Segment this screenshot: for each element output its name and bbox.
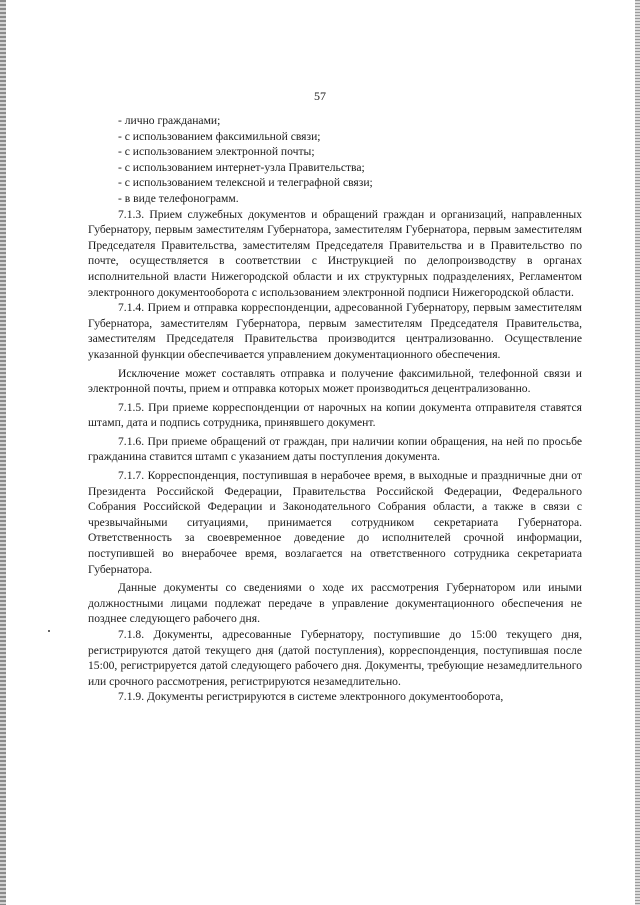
- page-number: 57: [314, 89, 326, 103]
- scan-right-edge: [635, 0, 640, 905]
- scan-left-edge: [0, 0, 6, 905]
- paragraph-7-1-5: 7.1.5. При приеме корреспонденции от нарочных на копии документа отправителя ставятся штамп, дата и подпись сотрудника, принявшего документ.: [88, 400, 582, 430]
- paragraph-7-1-3: 7.1.3. Прием служебных документов и обращений граждан и организаций, направленных Губернатору, первым заместителям Губернатора, заместителям Губернатора, первым заместителям Председателя Правительства, заместителям Председателя Правительства и в Правительство по почте, осуществляется в соответствии с Инструкцией по делопроизводству в органах исполнительной власти Нижегородской области и их структурных подразделениях, Регламентом электронного документооборота с использованием электронной подписи Нижегородской области.: [88, 207, 582, 299]
- paragraph-7-1-6: 7.1.6. При приеме обращений от граждан, при наличии копии обращения, на ней по просьбе гражданина ставится штамп с указанием даты поступления документа.: [88, 434, 582, 464]
- list-item: - с использованием интернет-узла Правительства;: [118, 160, 365, 174]
- list-item: - в виде телефонограмм.: [118, 191, 239, 205]
- paragraph-7-1-8: 7.1.8. Документы, адресованные Губернатору, поступившие до 15:00 текущего дня, регистрируются датой текущего дня (датой поступления), корреспонденция, поступившая после 15:00, регистрируется датой следующего рабочего дня. Документы, требующие незамедлительного или срочного рассмотрения, регистрируются незамедлительно.: [88, 628, 582, 688]
- list-item: - с использованием телексной и телеграфной связи;: [118, 176, 373, 190]
- paragraph-7-1-9: 7.1.9. Документы регистрируются в системе электронного документооборота,: [118, 690, 504, 704]
- paragraph-7-1-4: 7.1.4. Прием и отправка корреспонденции, адресованной Губернатору, первым заместителям Губернатора, заместителям Губернатора, первым заместителям Председателя Правительства, заместителям Председателя Правительства производится централизованно. Осуществление указанной функции обеспечивается управлением документационного обеспечения.: [88, 301, 582, 361]
- list-item: - с использованием факсимильной связи;: [118, 129, 321, 143]
- scan-speck: [48, 630, 50, 632]
- paragraph-data-documents: Данные документы со сведениями о ходе их рассмотрения Губернатором или иными должностными лицами подлежат передаче в управление документационного обеспечения не позднее следующего рабочего дня.: [88, 581, 582, 626]
- paragraph-exception: Исключение может составлять отправка и получение факсимильной, телефонной связи и электронной почты, прием и отправка которых может производиться децентрализованно.: [88, 366, 582, 396]
- document-body: [88, 113, 582, 705]
- paragraph-7-1-7: 7.1.7. Корреспонденция, поступившая в нерабочее время, в выходные и праздничные дни от Президента Российской Федерации, Правительства Российской Федерации, Федерального Собрания Российской Федерации и Законодательного Собрания области, а также в связи с чрезвычайными ситуациями, принимается сотрудником секретариата Губернатора. Ответственность за своевременное доведение до исполнителей срочной информации, поступившей во внерабочее время, возлагается на ответственного сотрудника секретариата Губернатора.: [88, 469, 582, 576]
- list-item: - лично гражданами;: [118, 114, 221, 127]
- list-item: - с использованием электронной почты;: [118, 145, 315, 159]
